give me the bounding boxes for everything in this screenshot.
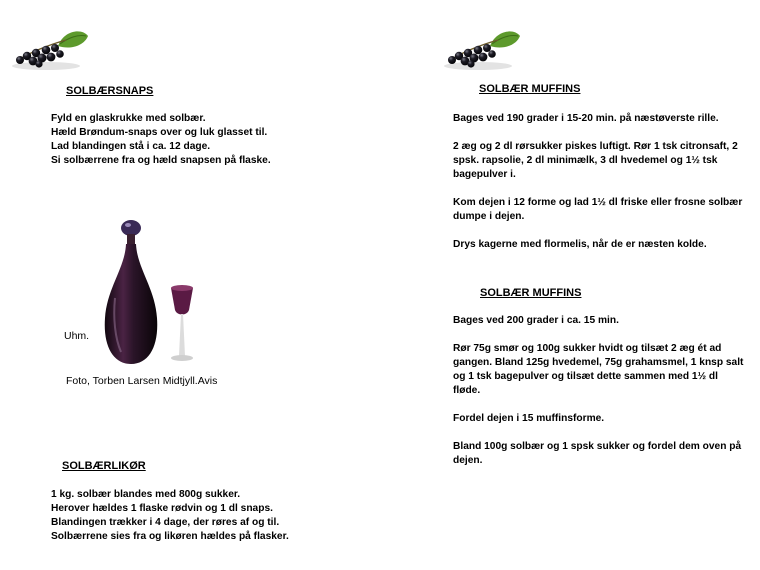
schnaps-heading: SOLBÆRSNAPS bbox=[66, 85, 154, 97]
liqueur-recipe bbox=[51, 488, 289, 544]
schnaps-line-2: Hæld Brøndum-snaps over og luk glasset til. bbox=[51, 127, 268, 138]
muffins2-p2-line-4: fløde. bbox=[453, 385, 481, 396]
muffins2-p2-line-2: gangen. Bland 125g hvedemel, 75g grahamsmel, 1 knsp salt bbox=[453, 357, 744, 368]
muffins2-p2-line-1: Rør 75g smør og 100g sukker hvidt og tilsæt 2 æg ét ad bbox=[453, 343, 722, 354]
photo-label: Uhm. bbox=[64, 330, 90, 342]
muffins1-p2-line-3: bagepulver i. bbox=[453, 169, 516, 180]
muffins2-p3-line-1: Fordel dejen i 15 muffinsforme. bbox=[453, 413, 605, 424]
muffins1-p3-line-2: dumpe i dejen. bbox=[453, 211, 525, 222]
muffins1-heading: SOLBÆR MUFFINS bbox=[479, 83, 581, 95]
muffins1-p4-line-1: Drys kagerne med flormelis, når de er næsten kolde. bbox=[453, 239, 707, 250]
muffins1-recipe bbox=[453, 112, 742, 252]
schnaps-line-3: Lad blandingen stå i ca. 12 dage. bbox=[51, 141, 211, 152]
blackcurrant-sprig-icon bbox=[440, 26, 522, 72]
muffins2-p4-line-1: Bland 100g solbær og 1 spsk sukker og fordel dem oven på bbox=[453, 441, 742, 452]
muffins2-p2-line-3: og 1 tsk bagepulver og tilsæt dette sammen med 1½ dl bbox=[453, 371, 718, 382]
liqueur-line-2: Herover hældes 1 flaske rødvin og 1 dl snaps. bbox=[51, 503, 273, 514]
muffins1-p2-line-2: spsk. rapsolie, 2 dl minimælk, 3 dl hvedemel og 1½ tsk bbox=[453, 155, 718, 166]
schnaps-line-4: Si solbærrene fra og hæld snapsen på flaske. bbox=[51, 155, 271, 166]
muffins2-heading: SOLBÆR MUFFINS bbox=[480, 287, 582, 299]
blackcurrant-sprig-icon bbox=[8, 26, 90, 72]
liqueur-line-1: 1 kg. solbær blandes med 800g sukker. bbox=[51, 489, 241, 500]
liqueur-line-4: Solbærrene sies fra og likøren hældes på flasker. bbox=[51, 531, 289, 542]
liqueur-photo bbox=[103, 218, 207, 366]
liqueur-line-3: Blandingen trækker i 4 dage, der røres af og til. bbox=[51, 517, 280, 528]
photo-caption: Foto, Torben Larsen Midtjyll.Avis bbox=[66, 375, 218, 387]
schnaps-recipe bbox=[51, 112, 271, 168]
muffins1-p1-line-1: Bages ved 190 grader i 15-20 min. på næstøverste rille. bbox=[453, 113, 719, 124]
muffins1-p2-line-1: 2 æg og 2 dl rørsukker piskes luftigt. Rør 1 tsk citronsaft, 2 bbox=[453, 141, 738, 152]
muffins1-p3-line-1: Kom dejen i 12 forme og lad 1½ dl friske eller frosne solbær bbox=[453, 197, 743, 208]
muffins2-p1-line-1: Bages ved 200 grader i ca. 15 min. bbox=[453, 315, 619, 326]
muffins2-recipe bbox=[453, 314, 743, 468]
liqueur-heading: SOLBÆRLIKØR bbox=[62, 460, 146, 472]
muffins2-p4-line-2: dejen. bbox=[453, 455, 483, 466]
schnaps-line-1: Fyld en glaskrukke med solbær. bbox=[51, 113, 206, 124]
